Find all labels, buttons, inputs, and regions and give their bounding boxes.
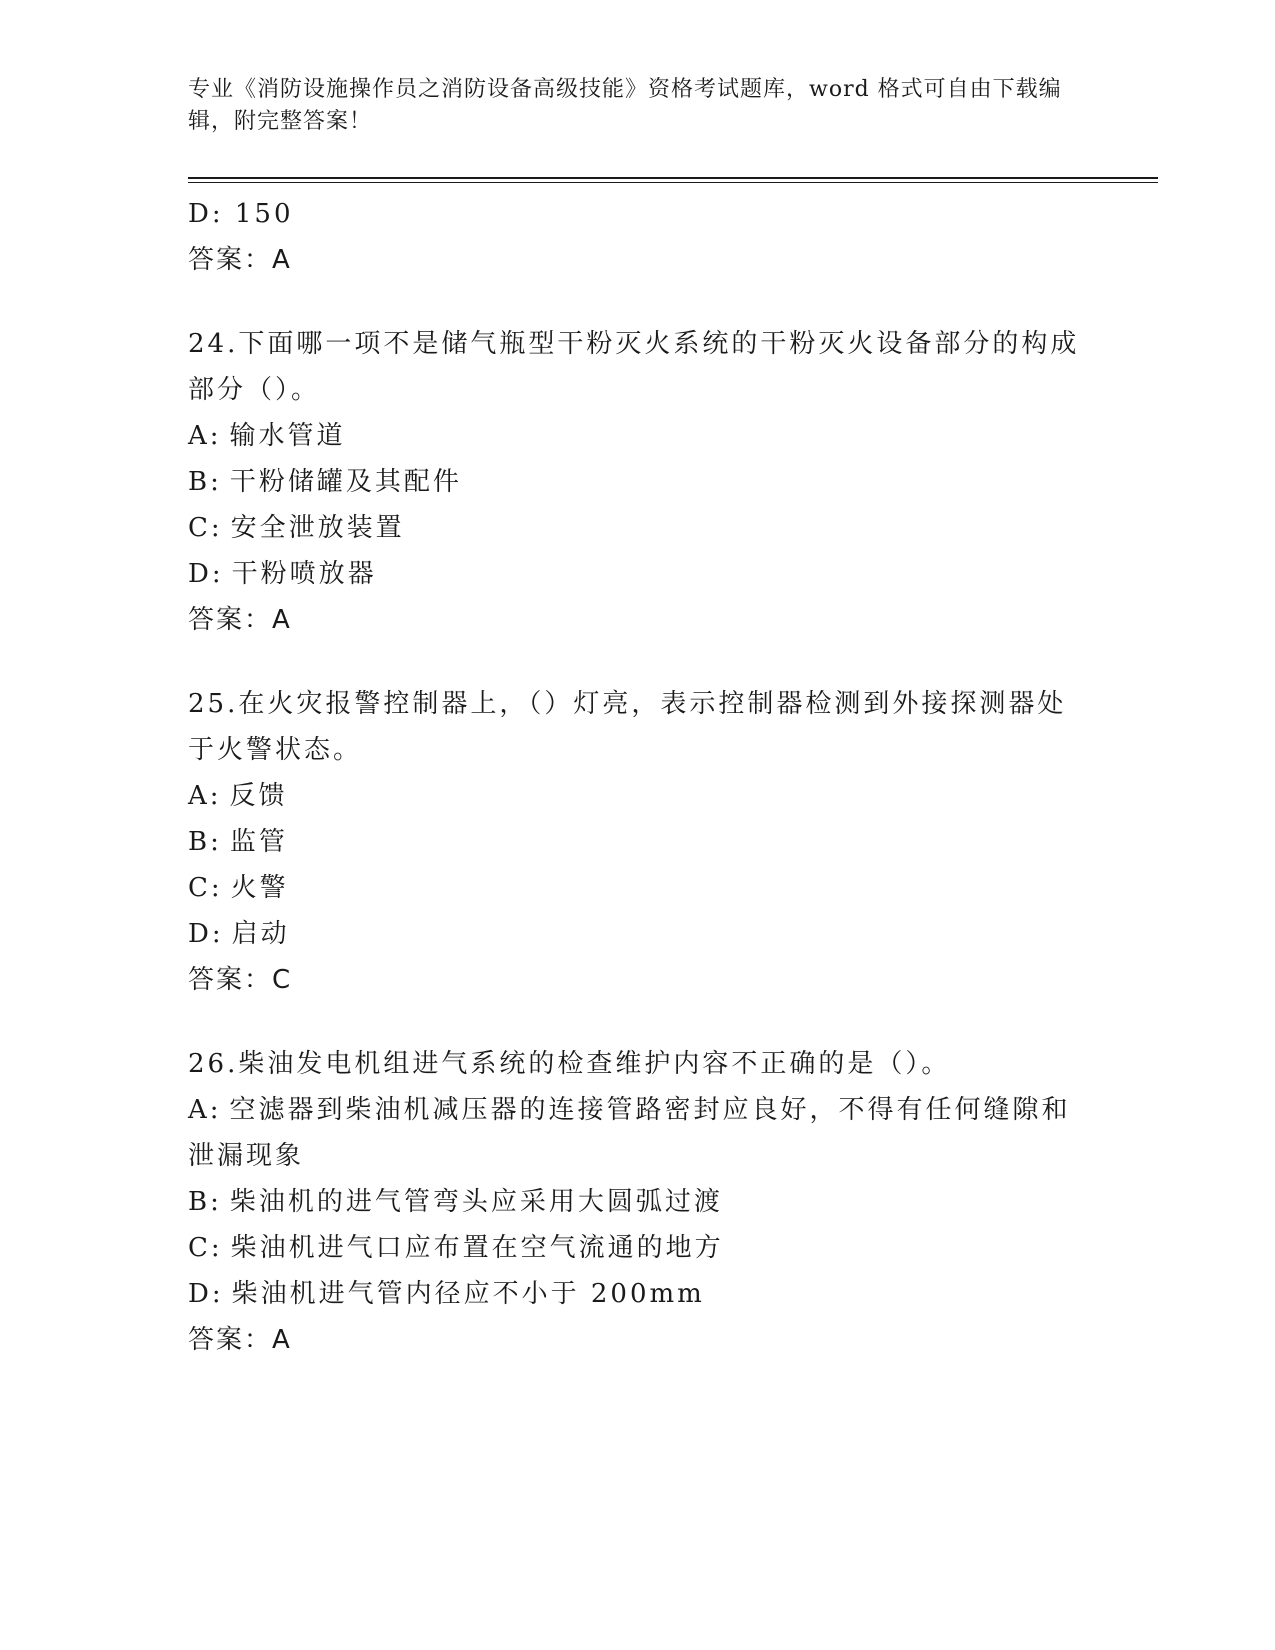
page-header: 专业《消防设施操作员之消防设备高级技能》资格考试题库，word 格式可自由下载编辑，附完整答案！: [188, 77, 1062, 134]
option-label: D:: [188, 559, 224, 589]
option-c: [188, 865, 1088, 911]
question-text: 25.在火灾报警控制器上，（）灯亮，表示控制器检测到外接探测器处于火警状态。: [188, 689, 1067, 765]
option-text: 空滤器到柴油机减压器的连接管路密封应良好，不得有任何缝隙和泄漏现象: [188, 1095, 1071, 1171]
option-d: [188, 1271, 1088, 1317]
question-text: 26.柴油发电机组进气系统的检查维护内容不正确的是（）。: [188, 1049, 951, 1079]
option-text: 输水管道: [229, 421, 346, 451]
option-label: B:: [188, 827, 222, 857]
question-25: [188, 681, 1088, 1003]
answer: 答案：A: [188, 1325, 292, 1355]
option-a: [188, 773, 1088, 819]
option-a: [188, 1087, 1088, 1179]
option-text: 启动: [231, 919, 290, 949]
header-rule-thin: [188, 182, 1158, 183]
option-text: 监管: [229, 827, 288, 857]
document-body: [188, 191, 1088, 1363]
prev-option-d: [188, 191, 1088, 237]
question-24: [188, 321, 1088, 643]
option-b: [188, 1179, 1088, 1225]
answer: 答案：A: [188, 605, 292, 635]
option-label: D:: [188, 199, 224, 229]
option-label: A:: [188, 1095, 222, 1125]
question-26: [188, 1041, 1088, 1363]
option-label: B:: [188, 467, 222, 497]
header-rule-thick: [188, 177, 1158, 179]
option-text: 干粉储罐及其配件: [229, 467, 462, 497]
option-label: A:: [188, 421, 222, 451]
option-b: [188, 459, 1088, 505]
option-c: [188, 1225, 1088, 1271]
option-a: [188, 413, 1088, 459]
question-text: 24.下面哪一项不是储气瓶型干粉灭火系统的干粉灭火设备部分的构成部分（）。: [188, 329, 1080, 405]
option-text: 柴油机进气管内径应不小于 200mm: [231, 1279, 705, 1309]
option-label: C:: [188, 513, 223, 543]
option-label: D:: [188, 919, 224, 949]
option-label: A:: [188, 781, 222, 811]
option-label: C:: [188, 873, 223, 903]
option-text: 反馈: [229, 781, 288, 811]
option-text: 安全泄放装置: [230, 513, 405, 543]
prev-answer: 答案：A: [188, 245, 292, 275]
option-label: B:: [188, 1187, 222, 1217]
option-d: [188, 551, 1088, 597]
option-text: 柴油机的进气管弯头应采用大圆弧过渡: [229, 1187, 723, 1217]
option-text: 柴油机进气口应布置在空气流通的地方: [230, 1233, 724, 1263]
option-text: 干粉喷放器: [231, 559, 377, 589]
option-d: [188, 911, 1088, 957]
option-c: [188, 505, 1088, 551]
option-label: D:: [188, 1279, 224, 1309]
option-text: 150: [234, 199, 294, 229]
option-label: C:: [188, 1233, 223, 1263]
option-b: [188, 819, 1088, 865]
option-text: 火警: [230, 873, 289, 903]
answer: 答案：C: [188, 965, 293, 995]
